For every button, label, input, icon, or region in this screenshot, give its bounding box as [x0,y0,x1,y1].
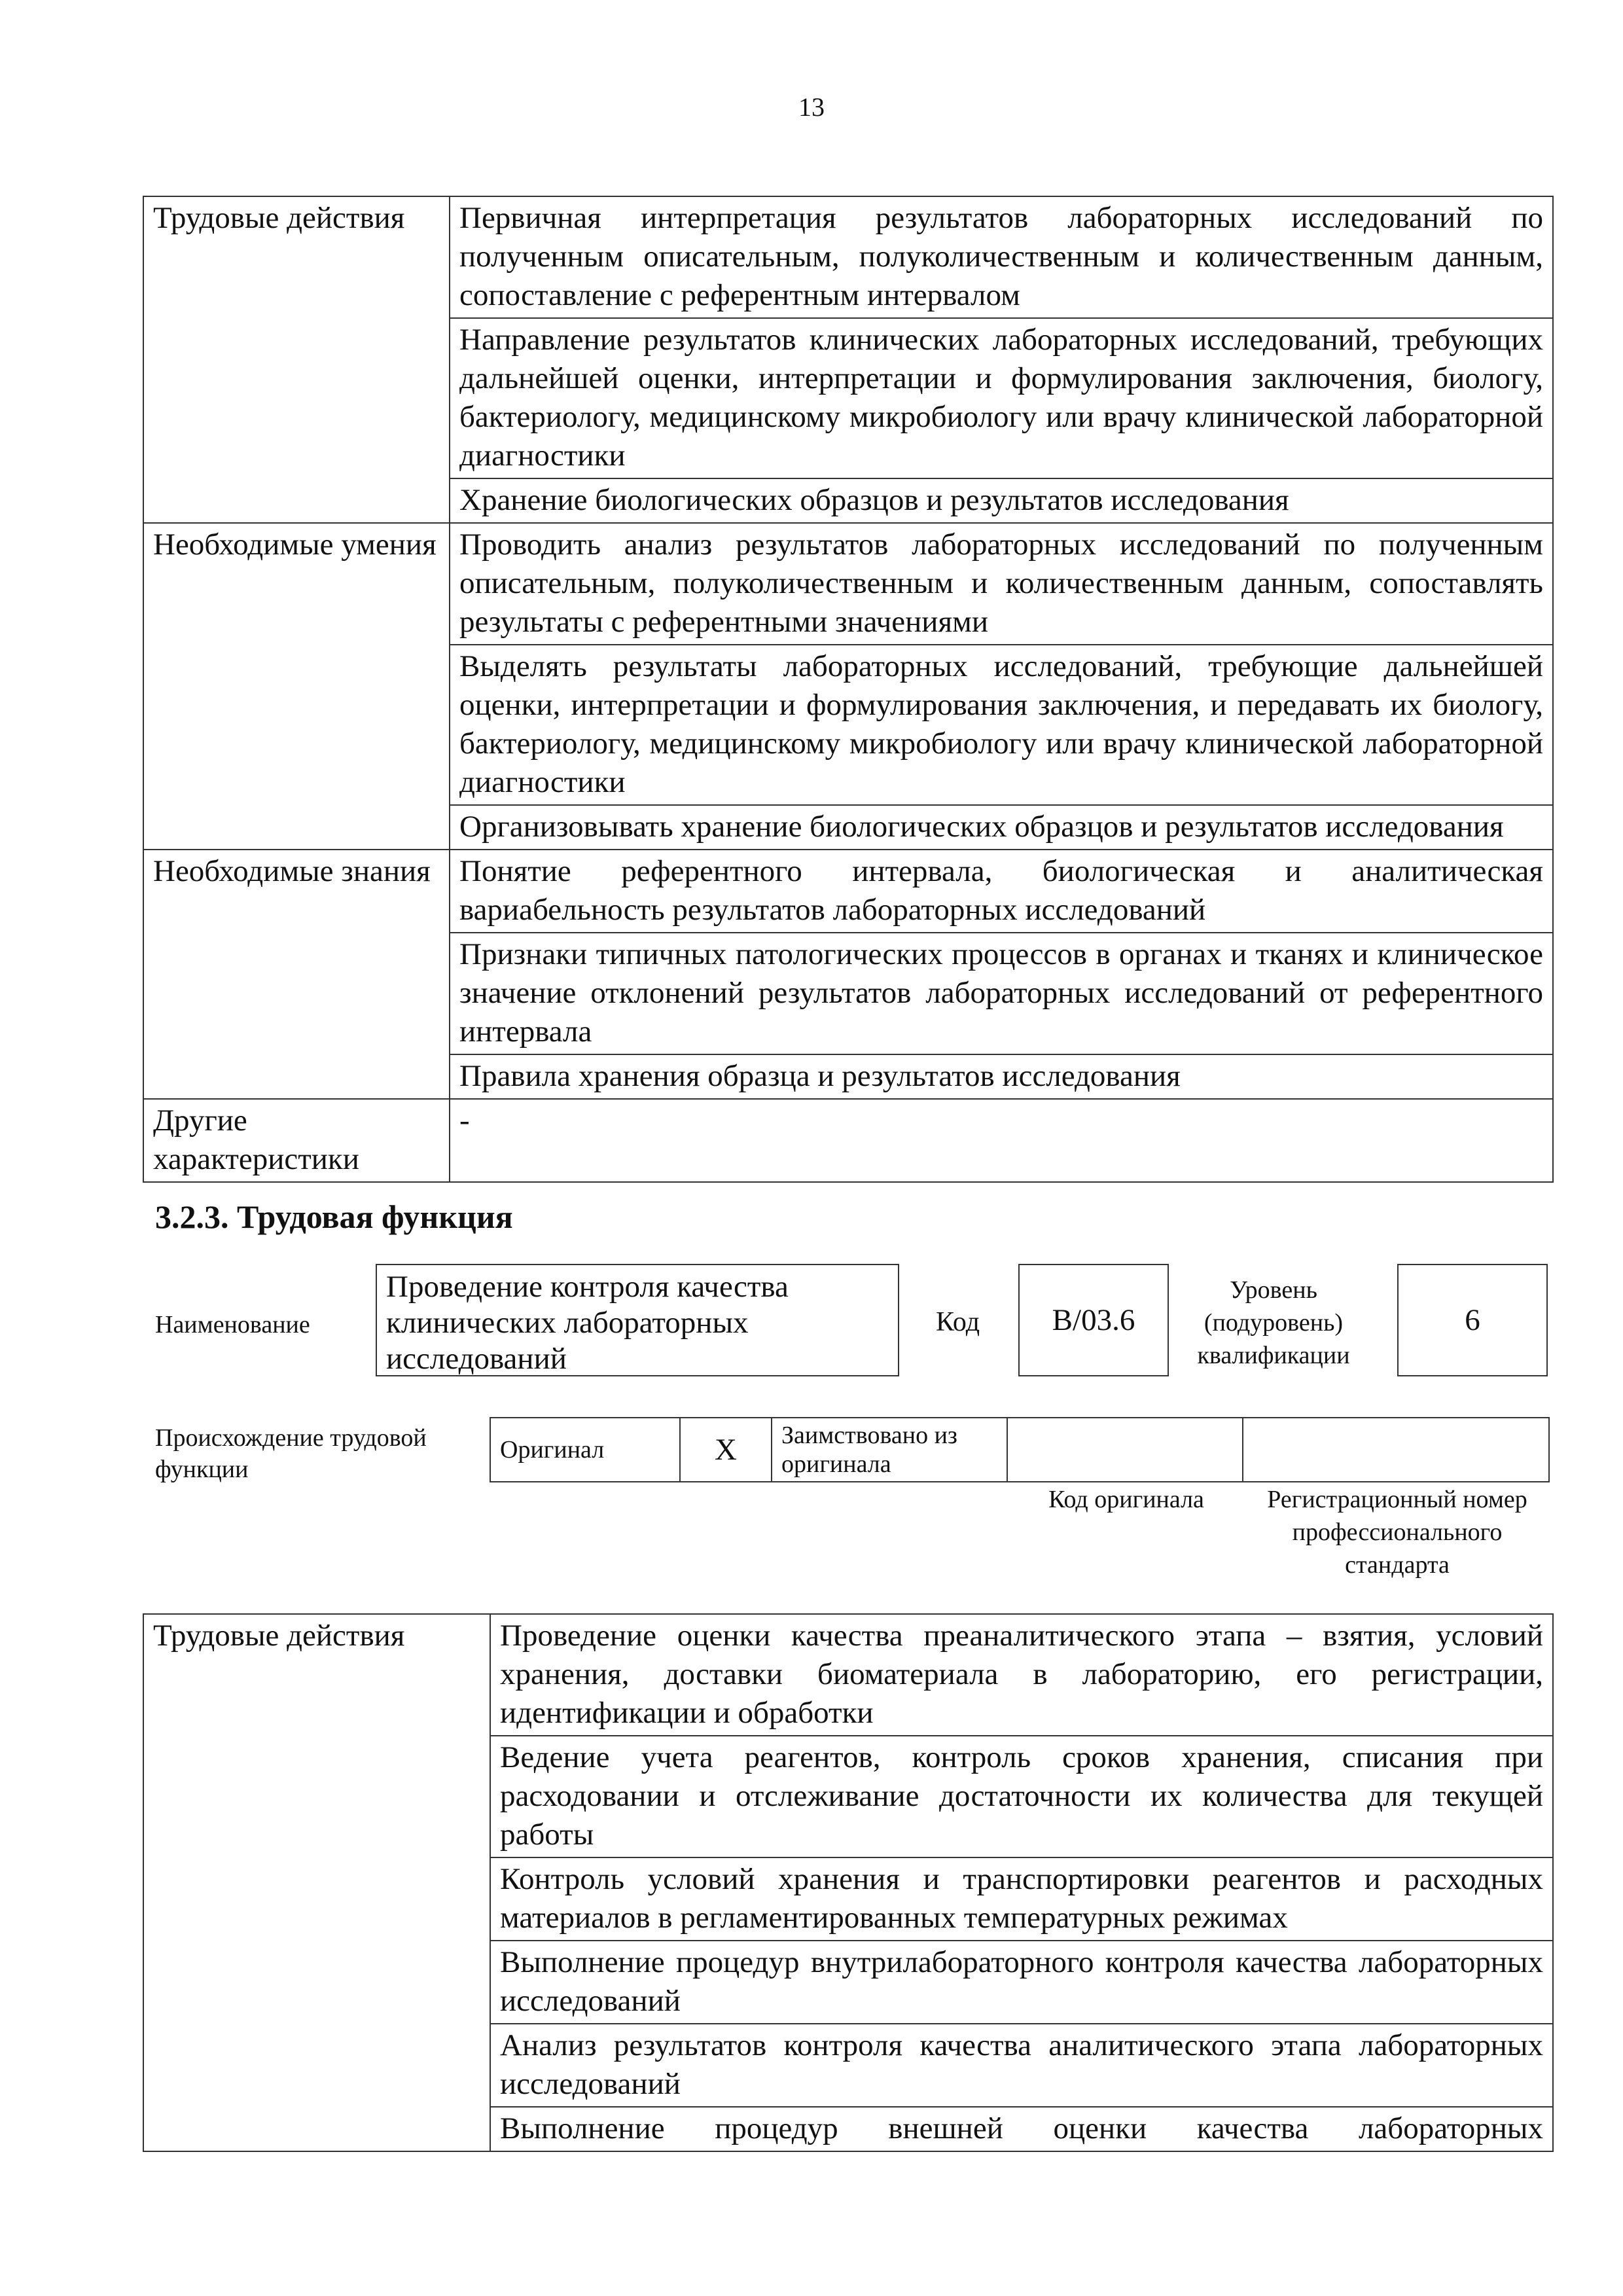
row-label-labor-actions: Трудовые действия [143,196,450,523]
level-label: Уровень (подуровень) квалификации [1197,1276,1350,1369]
original-mark: X [680,1418,772,1482]
table-cell: - [450,1099,1553,1182]
row-label-labor-actions: Трудовые действия [143,1614,490,2151]
table-cell: Контроль условий хранения и транспортировки реагентов и расходных материалов в регламентированных температурных режимах [490,1857,1553,1941]
table-cell: Признаки типичных патологических процессов в органах и тканях и клиническое значение отклонений результатов лабораторных исследований от референтного интервала [450,933,1553,1054]
code-label: Код [936,1307,980,1337]
level-value-box: 6 [1397,1264,1548,1376]
table-cell: Понятие референтного интервала, биологическая и аналитическая вариабельность результатов лабораторных исследований [450,850,1553,933]
function-name-box: Проведение контроля качества клинических лабораторных исследований [376,1264,899,1376]
row-label-required-knowledge: Необходимые знания [143,850,450,1099]
origin-label: Происхождение трудовой функции [155,1424,427,1483]
section-title: 3.2.3. Трудовая функция [155,1198,513,1235]
original-label: Оригинал [490,1418,680,1482]
name-label: Наименование [155,1311,310,1338]
table-cell: Проведение оценки качества преаналитического этапа – взятия, условий хранения, доставки биоматериала в лабораторию, его регистрации, идентификации и обработки [490,1614,1553,1736]
table-cell: Первичная интерпретация результатов лабораторных исследований по полученным описательным, полуколичественным и количественным данным, сопоставление с референтным интервалом [450,196,1553,318]
registration-number-caption: Регистрационный номер профессионального стандарта [1267,1486,1527,1579]
table-cell: Выполнение процедур внутрилабораторного контроля качества лабораторных исследований [490,1941,1553,2024]
qualification-table [143,196,1554,1183]
page-number: 13 [798,92,825,122]
original-code-cell [1007,1418,1243,1482]
table-cell: Проводить анализ результатов лабораторных исследований по полученным описательным, полуколичественным и количественным данным, сопоставлять результаты с референтными значениями [450,523,1553,645]
table-cell: Хранение биологических образцов и результатов исследования [450,478,1553,523]
origin-table [490,1417,1550,1482]
table-cell: Анализ результатов контроля качества аналитического этапа лабораторных исследований [490,2024,1553,2107]
original-code-caption: Код оригинала [1048,1486,1204,1513]
table-cell: Выполнение процедур внешней оценки качества лабораторных [490,2107,1553,2151]
table-cell: Организовывать хранение биологических образцов и результатов исследования [450,805,1553,850]
code-value-box: B/03.6 [1018,1264,1169,1376]
borrowed-label: Заимствовано из оригинала [772,1418,1007,1482]
registration-number-cell [1243,1418,1549,1482]
labor-actions-table [143,1613,1554,2152]
table-cell: Ведение учета реагентов, контроль сроков хранения, списания при расходовании и отслеживание достаточности их количества для текущей работы [490,1736,1553,1857]
table-cell: Выделять результаты лабораторных исследований, требующие дальнейшей оценки, интерпретации и формулирования заключения, и передавать их биологу, бактериологу, медицинскому микробиологу или врачу клинической лабораторной диагностики [450,645,1553,805]
table-cell: Направление результатов клинических лабораторных исследований, требующих дальнейшей оценки, интерпретации и формулирования заключения, биологу, бактериологу, медицинскому микробиологу или врачу клинической лабораторной диагностики [450,318,1553,478]
table-cell: Правила хранения образца и результатов исследования [450,1054,1553,1099]
row-label-other: Другие характеристики [143,1099,450,1182]
row-label-required-skills: Необходимые умения [143,523,450,850]
